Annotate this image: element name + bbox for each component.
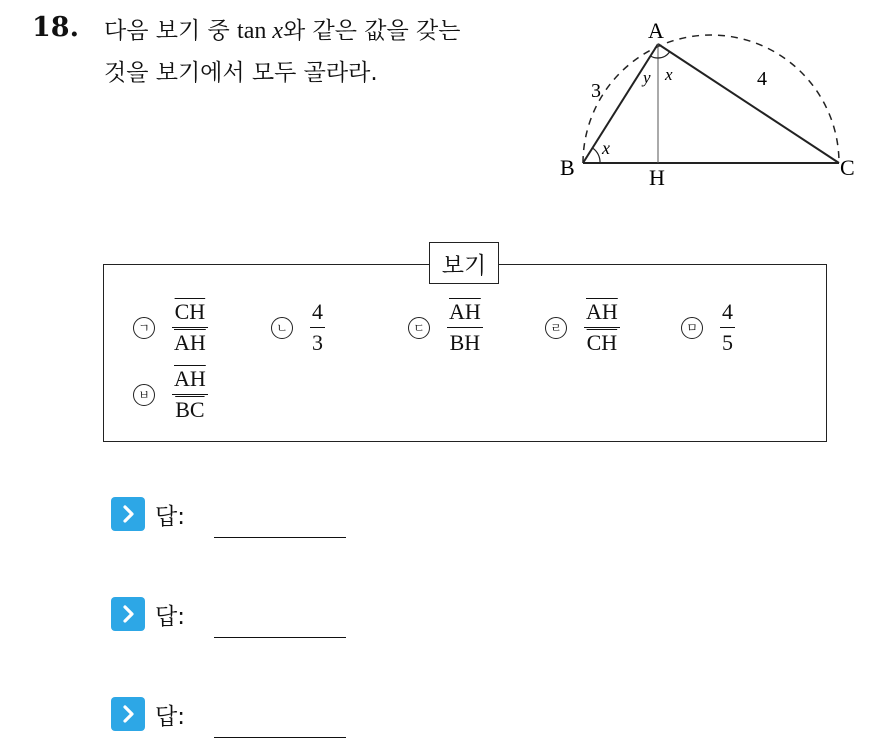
answer-row-1 [111, 497, 185, 531]
chevron-right-icon [111, 497, 145, 531]
choice-5-denominator: 5 [722, 330, 733, 356]
side-label-AB: 3 [591, 80, 601, 102]
question-number: 18. [32, 12, 79, 43]
triangle-figure [556, 20, 866, 185]
choice-5-fraction [720, 300, 735, 355]
choice-3-mark: ㄷ [408, 317, 430, 339]
choice-6-mark: ㅂ [133, 384, 155, 406]
answer-blank-3[interactable] [214, 737, 346, 738]
choice-4-mark: ㄹ [545, 317, 567, 339]
choice-6-numerator: $\overline{AH}$ [174, 366, 206, 391]
choice-5-numerator: 4 [722, 299, 733, 324]
choice-1-denominator: AH [174, 330, 206, 356]
choice-3-fraction [447, 300, 483, 355]
choices-box-title: 보기 [429, 242, 499, 284]
angle-label-A-left: y [643, 68, 651, 87]
choice-1-fraction [172, 300, 208, 355]
angle-arc-A-right [658, 52, 670, 58]
choice-4-fraction [584, 300, 620, 355]
side-AB [583, 44, 658, 163]
choice-2-denominator: 3 [312, 330, 323, 356]
answer-label-1: 답: [155, 503, 185, 530]
choice-3 [408, 300, 483, 355]
angle-arc-A-left [651, 56, 659, 58]
answer-label-3: 답: [155, 703, 185, 730]
point-label-B: B [560, 155, 575, 180]
side-label-AC: 4 [757, 68, 767, 90]
side-AC [658, 44, 839, 163]
answer-blank-2[interactable] [214, 637, 346, 638]
choice-4-denominator: CH [586, 330, 618, 356]
choice-4 [545, 300, 620, 355]
choice-1 [133, 300, 208, 355]
point-label-H: H [649, 165, 665, 185]
choice-2-mark: ㄴ [271, 317, 293, 339]
choice-2 [271, 300, 325, 355]
question-line-1-suffix: 와 같은 값을 갖는 [283, 18, 461, 44]
point-label-C: C [840, 155, 855, 180]
answer-blank-1[interactable] [214, 537, 346, 538]
angle-arc-B [593, 148, 601, 163]
choice-2-fraction [310, 300, 325, 355]
choice-1-mark: ㄱ [133, 317, 155, 339]
choice-6-denominator: BC [175, 397, 205, 423]
question-line-1-prefix: 다음 보기 중 [104, 18, 238, 44]
choice-6 [133, 367, 208, 422]
angle-label-B: x [602, 138, 610, 158]
choice-1-numerator: $\overline{CH}$ [174, 299, 206, 324]
question-line-1 [104, 19, 460, 43]
choice-6-fraction [172, 367, 208, 422]
tan-function: tan [237, 18, 267, 44]
choice-3-denominator: BH [449, 330, 481, 356]
choice-5 [681, 300, 735, 355]
angle-label-A-right: x [665, 65, 673, 84]
choice-4-numerator: $\overline{AH}$ [586, 299, 618, 324]
tan-variable: x [272, 18, 284, 44]
point-label-A: A [648, 20, 664, 43]
answer-row-3 [111, 697, 185, 731]
choice-2-numerator: 4 [312, 299, 323, 324]
question-line-2: 것을 보기에서 모두 골라라. [104, 60, 378, 86]
chevron-right-icon [111, 697, 145, 731]
answer-label-2: 답: [155, 603, 185, 630]
choice-3-numerator: $\overline{AH}$ [449, 299, 481, 324]
dashed-arc [583, 35, 839, 163]
choice-5-mark: ㅁ [681, 317, 703, 339]
answer-row-2 [111, 597, 185, 631]
chevron-right-icon [111, 597, 145, 631]
